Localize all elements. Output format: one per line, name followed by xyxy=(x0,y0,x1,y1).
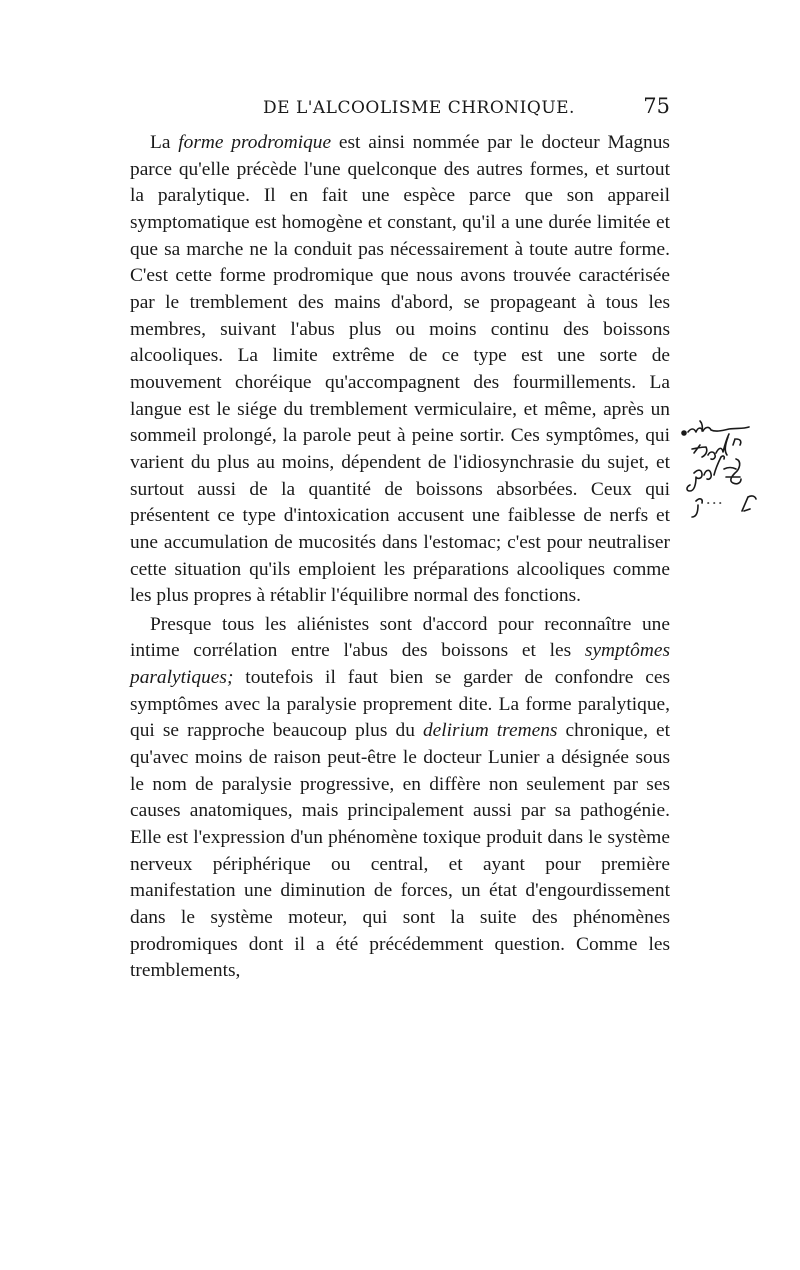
page-number: 75 xyxy=(643,94,670,118)
italic-term: delirium tremens xyxy=(422,720,558,742)
paragraph xyxy=(130,612,670,985)
text-run: Presque tous les aliénistes sont d'accord pour reconnaître une intime corrélation entre l'abus des boissons et les xyxy=(130,613,670,662)
italic-term: symptômes paralytiques; xyxy=(130,640,670,689)
running-header xyxy=(130,94,670,124)
paragraph xyxy=(130,130,670,610)
text-run: toutefois il faut bien se garder de confondre ces symptômes avec la paralysie proprement dite. La forme paralytique, qui se rapproche beaucoup plus du xyxy=(130,667,670,742)
italic-term: forme prodromique xyxy=(178,132,332,153)
header-title: DE L'ALCOOLISME CHRONIQUE. xyxy=(263,98,575,118)
body-text xyxy=(130,130,670,985)
text-run: La xyxy=(150,132,179,153)
text-run: est ainsi nommée par le docteur Magnus parce qu'elle précède l'une quelconque des autres formes, et surtout la paralytique. Il en fait une espèce parce que son appareil symptomatique est homogène et constant, qu'il a une durée limitée et que sa marche ne la conduit pas nécessairement à toute autre forme. C'est cette forme prodromique que nous avons trouvée caractérisée par le tremblement des mains d'abord, se propageant à tous les membres, suivant l'abus plus ou moins continu des boissons alcooliques. La limite extrême de ce type est une sorte de mouvement choréique qu'accompagnent des fourmillements. La langue est le siége du tremblement vermiculaire, et même, après un sommeil prolongé, la parole peut à peine sortir. Ces symptômes, qui varient du plus au moins, dépendent de l'idiosynchrasie du sujet, et surtout aussi de la quantité de boissons absorbées. Ceux qui présentent ce type d'intoxication accusent une faiblesse de nerfs et une accumulation de mucosités dans l'estomac; c'est pour neutraliser cette situation qu'ils emploient les préparations alcooliques comme les plus propres à rétablir l'équilibre normal des fonctions. xyxy=(130,132,670,607)
text-run: chronique, et qu'avec moins de raison peut-être le docteur Lunier a désignée sous le nom de paralysie progressive, en diffère non seulement par ses causes anatomiques, mais principalement aussi par sa pathogénie. Elle est l'expression d'un phénomène toxique produit dans le système nerveux périphérique ou central, et ayant pour première manifestation une diminution de forces, un état d'engourdissement dans le système moteur, qui sont la suite des phénomènes prodromiques dont il a été précédemment question. Comme les tremblements, xyxy=(130,720,670,982)
handwritten-annotation xyxy=(678,415,778,525)
